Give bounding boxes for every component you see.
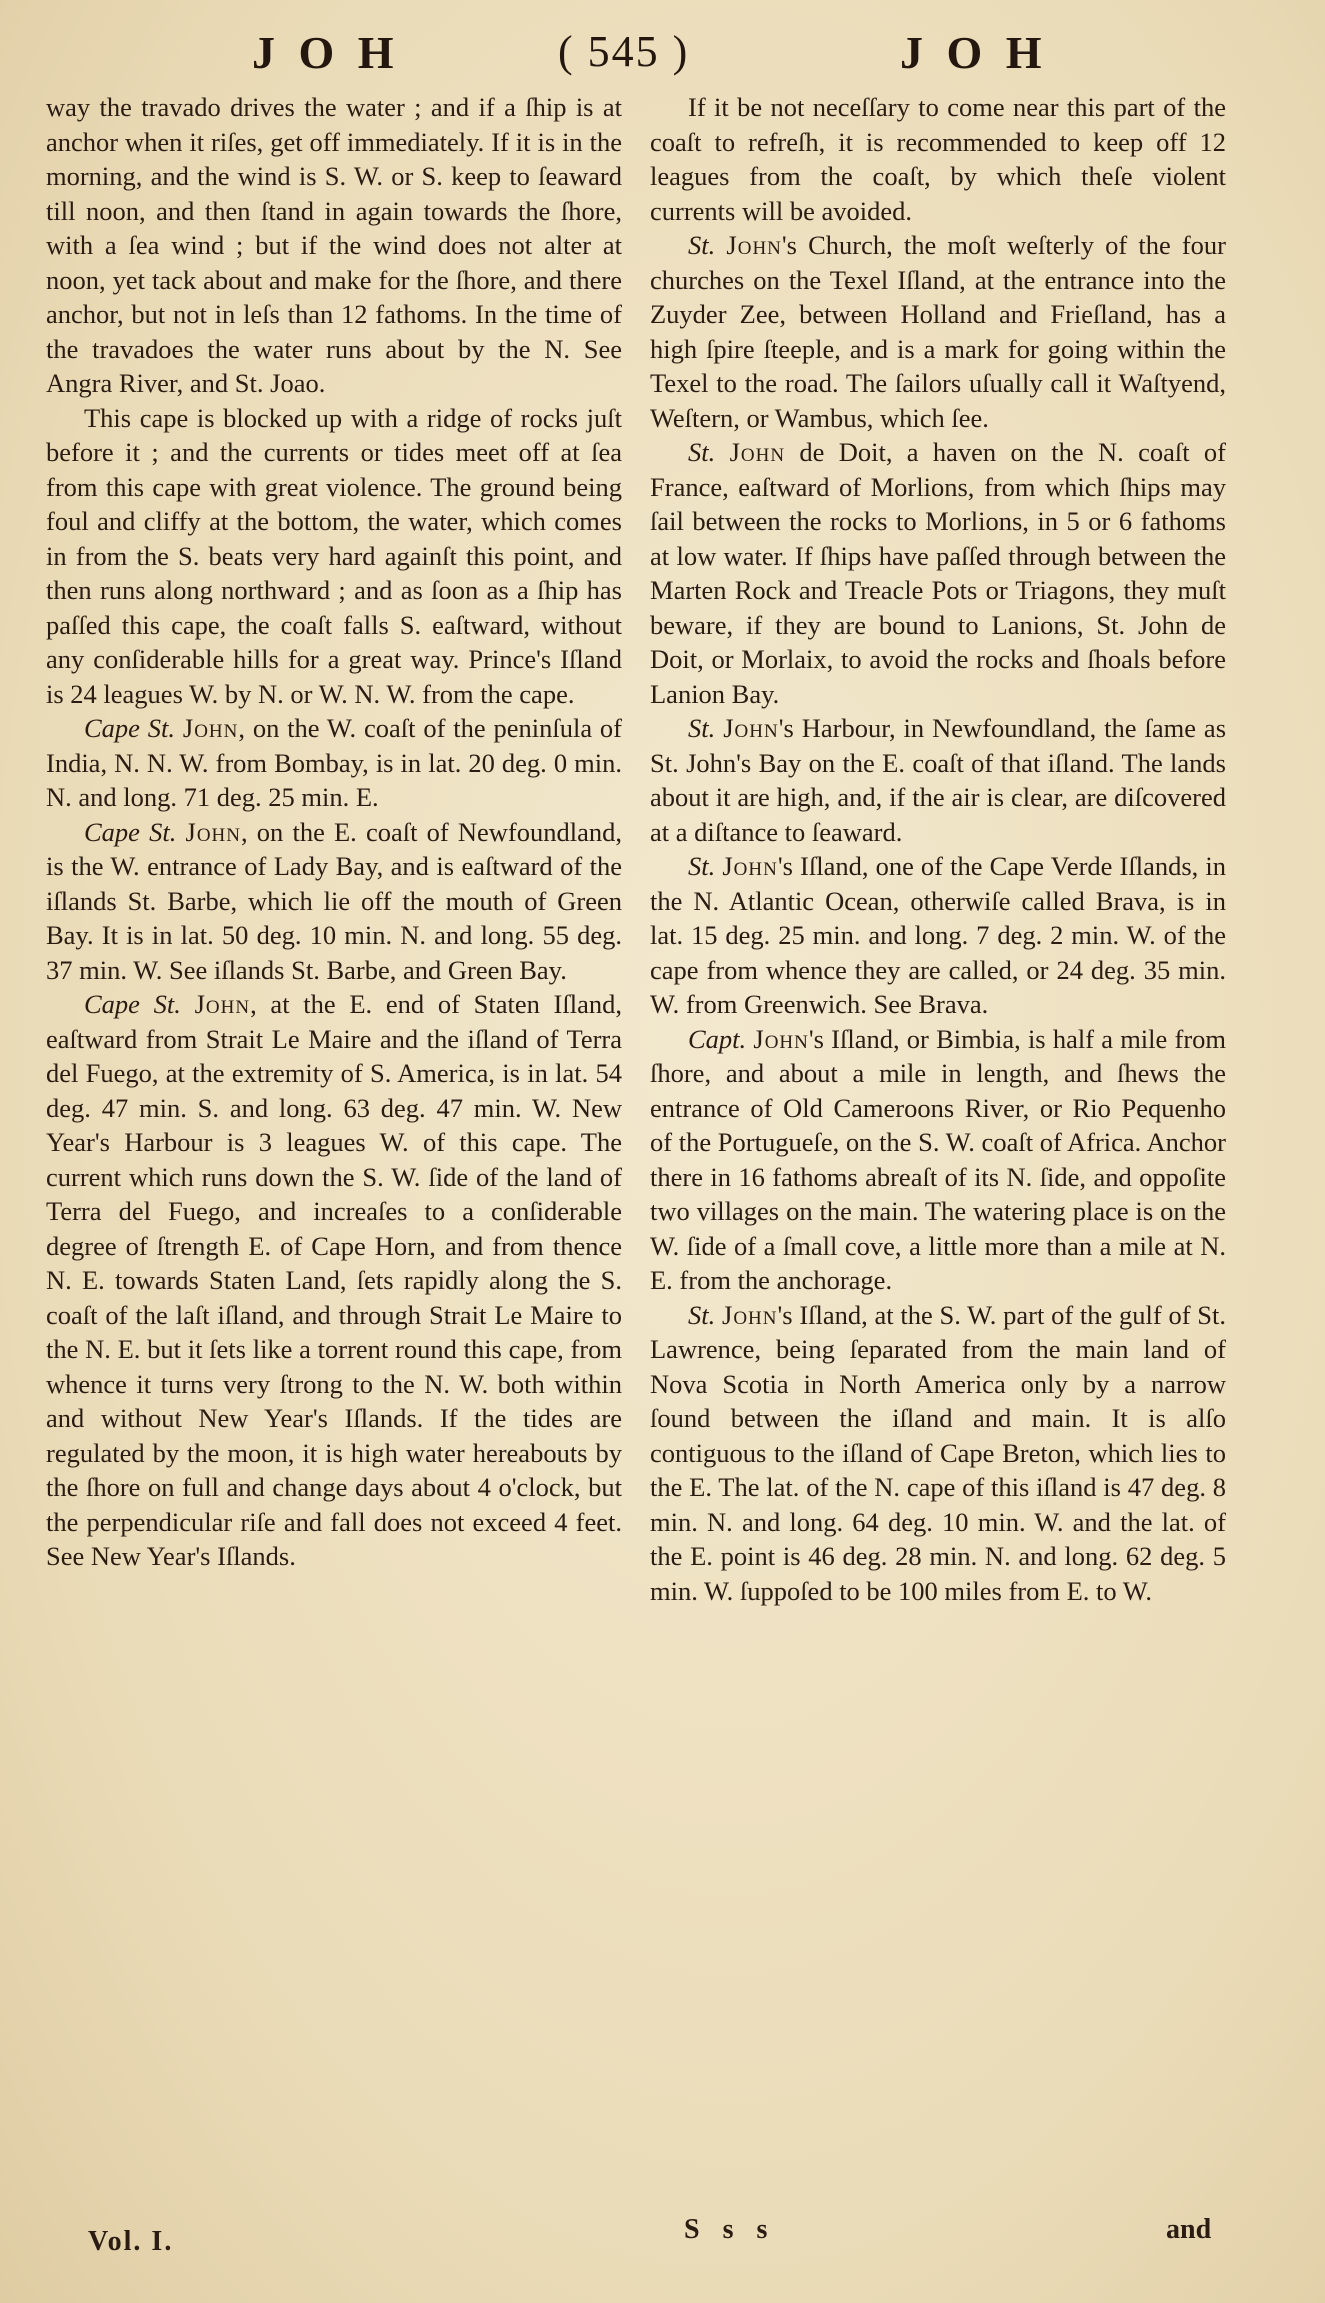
entry-headword: St.	[688, 851, 716, 881]
entry-headword: Cape St.	[84, 989, 181, 1019]
entry-headword: Cape St.	[84, 713, 176, 743]
entry-headword: Capt.	[688, 1023, 747, 1054]
entry-headword: St.	[688, 1299, 716, 1330]
entry-headword: St.	[688, 437, 716, 467]
entry-text: 's Harbour, in Newfoundland, the ſame as St. John's Bay on the E. coaſt of that iſland. The lands about it are high, and, if the air is clear, are diſcovered at a diſtance to ſeaward.	[650, 713, 1227, 847]
page-number: ( 545 )	[558, 27, 690, 76]
entry-name: John	[723, 713, 779, 743]
right-column	[650, 90, 1226, 1608]
running-head-left: J O H	[252, 27, 400, 78]
entry-text: 's Iſland, at the S. W. part of the gulf of St. Lawrence, being ſeparated from the main land of Nova Scotia in North America only by a narrow ſound between the iſland and main. It is alſo contiguous to the iſland of Cape Breton, which lies to the E. The lat. of the N. cape of this iſland is 47 deg. 8 min. N. and long. 64 deg. 10 min. W. and the lat. of the E. point is 46 deg. 28 min. N. and long. 62 deg. 5 min. W. ſuppoſed to be 100 miles from E. to W.	[650, 1299, 1227, 1606]
entry-cape-st-john-india	[46, 711, 622, 815]
entry-name: John	[182, 713, 239, 743]
left-column	[46, 90, 622, 1574]
running-head	[0, 18, 1325, 88]
entry-text: This cape is blocked up with a ridge of rocks juſt before it ; and the currents or tides meet off at ſea from this cape with great violence. The ground being foul and cliffy at the bottom, the water, which comes in from the S. beats very hard againſt this point, and then runs along northward ; and as ſoon as a ſhip has paſſed this cape, the coaſt falls S. eaſtward, without any conſiderable hills for a great way. Prince's Iſland is 24 leagues W. by N. or W. N. W. from the cape.	[46, 402, 622, 709]
entry-paragraph	[46, 401, 622, 712]
entry-text: , on the W. coaſt of the peninſula of India, N. N. W. from Bombay, is in lat. 20 deg. 0 min. N. and long. 71 deg. 25 min. E.	[46, 713, 622, 812]
entry-name: John	[726, 230, 782, 260]
entry-text: 's Church, the moſt weſterly of the four churches on the Texel Iſland, at the entrance into the Zuyder Zee, between Holland and Frieſland, has a high ſpire ſteeple, and is a mark for going within the Texel to the road. The ſailors uſually call it Waſtyend, Weſtern, or Wambus, which ſee.	[650, 230, 1227, 433]
entry-st-john-de-doit	[650, 435, 1226, 711]
entry-st-johns-church	[650, 228, 1226, 435]
entry-headword: St.	[688, 230, 716, 260]
entry-name: John	[185, 816, 241, 847]
entry-text: 's Iſland, one of the Cape Verde Iſlands, in the N. Atlantic Ocean, otherwiſe called Brava, is in lat. 15 deg. 25 min. and long. 7 deg. 2 min. W. of the cape from whence they are called, or 24 deg. 35 min. W. from Greenwich. See Brava.	[650, 851, 1227, 1019]
page-footer	[0, 2214, 1325, 2266]
entry-text: , on the E. coaſt of Newfoundland, is the W. entrance of Lady Bay, and is eaſtward of the iſlands St. Barbe, which lie off the mouth of Green Bay. It is in lat. 50 deg. 10 min. N. and long. 55 deg. 37 min. W. See iſlands St. Barbe, and Green Bay.	[46, 816, 622, 985]
entry-capt-johns-island	[650, 1022, 1226, 1298]
catchword: and	[1166, 2214, 1212, 2245]
entry-text: If it be not neceſſary to come near this part of the coaſt to refreſh, it is recommended to keep off 12 leagues from the coaſt, by which theſe violent currents will be avoided.	[650, 92, 1226, 226]
signature-mark: S s s	[684, 2214, 776, 2245]
entry-st-johns-island-lawrence	[650, 1298, 1226, 1609]
entry-text: way the travado drives the water ; and if a ſhip is at anchor when it riſes, get off immediately. If it is in the morning, and the wind is S. W. or S. keep to ſeaward till noon, and then ſtand in again towards the ſhore, with a ſea wind ; but if the wind does not alter at noon, yet tack about and make for the ſhore, and there anchor, but not in leſs than 12 fathoms. In the time of the travadoes the water runs about by the N. See Angra River, and St. Joao.	[46, 92, 622, 398]
entry-paragraph	[650, 90, 1226, 228]
entry-text: 's Iſland, or Bimbia, is half a mile from ſhore, and about a mile in length, and ſhews the entrance of Old Cameroons River, or Rio Pequenho of the Portugueſe, on the S. W. coaſt of Africa. Anchor there in 16 fathoms abreaſt of its N. ſide, and oppoſite two villages on the main. The watering place is on the W. ſide of a ſmall cove, a little more than a mile at N. E. from the anchorage.	[650, 1023, 1227, 1295]
entry-name: John	[722, 1299, 778, 1330]
entry-name: John	[194, 989, 251, 1019]
entry-st-johns-island-cape-verde	[650, 849, 1226, 1022]
entry-name: John	[722, 851, 778, 881]
entry-name: John	[729, 437, 786, 467]
entry-cape-st-john-newfoundland	[46, 815, 622, 988]
entry-headword: Cape St.	[84, 816, 177, 847]
entry-text: de Doit, a haven on the N. coaſt of France, eaſtward of Morlions, from which ſhips may ſail between the rocks to Morlions, in 5 or 6 fathoms at low water. If ſhips have paſſed through between the Marten Rock and Treacle Pots or Triagons, they muſt beware, if they are bound to Lanions, St. John de Doit, or Morlaix, to avoid the rocks and ſhoals before Lanion Bay.	[650, 437, 1226, 709]
volume-label: Vol. I.	[88, 2226, 174, 2257]
entry-headword: St.	[688, 713, 716, 743]
entry-cape-st-john-staten	[46, 987, 622, 1574]
entry-name: John	[753, 1023, 809, 1054]
entry-st-johns-harbour	[650, 711, 1226, 849]
entry-continuation	[46, 90, 622, 401]
entry-text: , at the E. end of Staten Iſland, eaſtward from Strait Le Maire and the iſland of Terra del Fuego, at the extremity of S. America, is in lat. 54 deg. 47 min. S. and long. 63 deg. 47 min. W. New Year's Harbour is 3 leagues W. of this cape. The current which runs down the S. W. ſide of the land of Terra del Fuego, and increaſes to a conſiderable degree of ſtrength E. of Cape Horn, and from thence N. E. towards Staten Land, ſets rapidly along the S. coaſt of the laſt iſland, and through Strait Le Maire to the N. E. but it ſets like a torrent round this cape, from whence it turns very ſtrong to the N. W. both within and without New Year's Iſlands. If the tides are regulated by the moon, it is high water hereabouts by the ſhore on full and change days about 4 o'clock, but the perpendicular riſe and fall does not exceed 4 feet. See New Year's Iſlands.	[46, 989, 622, 1571]
running-head-right: J O H	[900, 27, 1048, 78]
